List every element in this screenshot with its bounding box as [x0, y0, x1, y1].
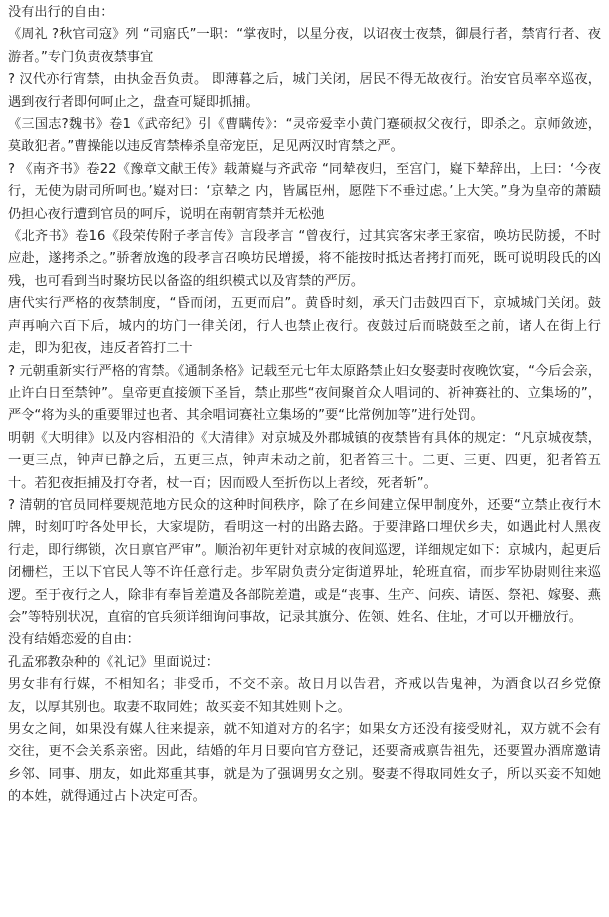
paragraph-liji-intro: 孔孟邪教杂种的《礼记》里面说过： [8, 654, 219, 670]
paragraph-zhouli: 《周礼 ?秋官司寇》列 “司寤氏”一职：“掌夜时，以星分夜，以诏夜士夜禁，御晨行者，禁宵行者、夜游者。”专门负责夜禁事宜 [8, 27, 601, 65]
paragraph-han-curfew: ? 汉代亦行宵禁，由执金吾负责。 即薄暮之后，城门关闭，居民不得无故夜行。治安官员率卒巡夜，遇到夜行者即何呵止之，盘查可疑即抓捕。 [8, 72, 601, 110]
paragraph-ming-law: 明朝《大明律》以及内容相沿的《大清律》对京城及外郡城镇的夜禁皆有具体的规定：“凡京城夜禁，一更三点，钟声已静之后，五更三点，钟声未动之前，犯者笞三十。二更、三更、四更，犯者笞五十。若犯夜拒捕及打夺者，杖一百；因而殴人至折伤以上者绞，死者斩”。 [8, 430, 601, 491]
section-heading-marriage: 没有结婚恋爱的自由： [8, 632, 140, 648]
paragraph-sanguozhi: 《三国志?魏书》卷1《武帝纪》引《曹瞒传》：“灵帝爱幸小黄门蹇硕叔父夜行，即杀之。京师敛迹，莫敢犯者。”曹操能以违反宵禁棒杀皇帝宠臣，足见两汉时宵禁之严。 [8, 117, 601, 155]
section-heading-travel: 没有出行的自由： [8, 5, 114, 20]
paragraph-tang-curfew: 唐代实行严格的夜禁制度，“昏而闭，五更而启”。黄昏时刻，承天门击鼓四百下，京城城门关闭。鼓声再响六百下后，城内的坊门一律关闭，行人也禁止夜行。夜鼓过后而晓鼓至之前，诸人在街上行走，即为犯夜，违反者笞打二十 [8, 296, 601, 357]
paragraph-yuan-curfew: ? 元朝重新实行严格的宵禁。《通制条格》记载至元七年太原路禁止妇女娶妻时夜晚饮宴，“今后会亲，止许白日至禁钟”。皇帝更直接颁下圣旨，禁止那些“夜间聚首众人唱词的、祈神赛社的、立集场的”，严令“将为头的重要罪过也者、其余唱词赛社立集场的”要“比常例加等”进行处罚。 [8, 363, 601, 424]
paragraph-beiqishu: 《北齐书》卷16《段荣传附子孝言传》言段孝言 “曾夜行，过其宾客宋孝王家宿，唤坊民防援，不时应赴，遂拷杀之。”骄奢放逸的段孝言召唤坊民增援，将不能按时抵达者拷打而死，既可说明段氏的凶残，也可看到当时聚坊民以备盗的组织模式以及宵禁的严厉。 [8, 229, 601, 289]
paragraph-qing-curfew: ? 清朝的官员同样要规范地方民众的这种时间秩序，除了在乡间建立保甲制度外，还要“立禁止夜行木牌，时刻叮咛各处甲长，大家堤防，看明这一村的出路去路。于要津路口埋伏乡夫，如遇此村人黑夜行走，即行绑锁，次日禀官严审”。顺治初年更针对京城的夜间巡逻，详细规定如下：京城内，起更后闭栅栏，王以下官民人等不许任意行走。步军尉负责分定街道界址，轮班直宿，而步军协尉则往来巡逻。至于夜行之人，除非有奉旨差遣及各部院差遣，或是“丧事、生产、问疾、请医、祭祀、嫁娶、燕会”等特别状况，直宿的官兵须详细询问事故，记录其旗分、佐领、姓名、住址，才可以开栅放行。 [8, 497, 601, 625]
paragraph-nanqishu: ? 《南齐书》卷22《豫章文献王传》载萧嶷与齐武帝 “同辇夜归，至宫门，嶷下辇辞出，上曰：‘今夜行，无使为尉司所呵也。’嶷对曰：‘京辇之 内，皆属臣州，愿陛下不垂过虑。’上大笑。”身为皇帝的萧赜仍担心夜行遭到官员的呵斥，说明在南朝宵禁并无松弛 [8, 161, 601, 222]
paragraph-liji-quote: 男女非有行媒，不相知名；非受币，不交不亲。故日月以告君，齐戒以告鬼神，为酒食以召乡党僚友，以厚其别也。取妻不取同姓；故买妾不知其姓则卜之。 [8, 677, 601, 715]
paragraph-liji-explanation: 男女之间，如果没有媒人往来提亲，就不知道对方的名字；如果女方还没有接受财礼，双方就不会有交往，更不会关系亲密。因此，结婚的年月日要向官方登记，还要斋戒禀告祖先，还要置办酒席邀请乡邻、同事、朋友，如此郑重其事，就是为了强调男女之别。娶妻不得取同姓女子，所以买妾不知她的本姓，就得通过占卜决定可否。 [8, 722, 601, 805]
